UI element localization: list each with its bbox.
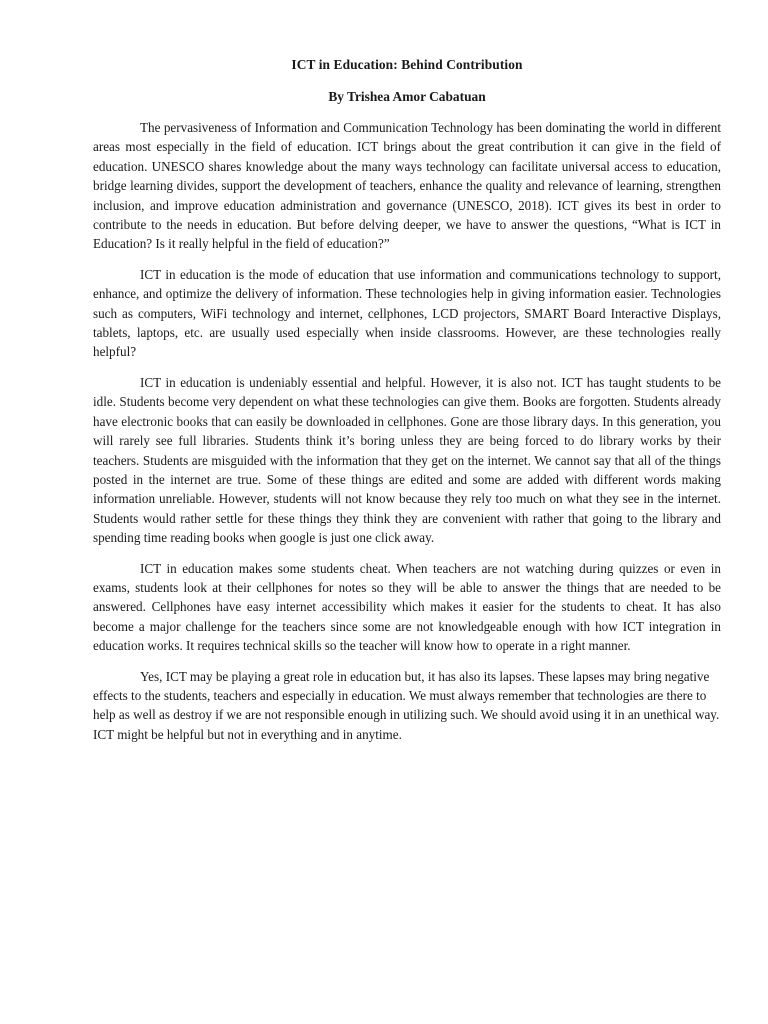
document-content [93, 56, 721, 755]
document-body [93, 118, 721, 744]
paragraph-2: ICT in education is the mode of education that use information and communications technology to support, enhance, and optimize the delivery of information. These technologies help in giving information easier. Technologies such as computers, WiFi technology and internet, cellphones, LCD projectors, SMART Board Interactive Displays, tablets, laptops, etc. are usually used especially when inside classrooms. However, are these technologies really helpful? [93, 266, 721, 360]
document-title: ICT in Education: Behind Contribution [291, 57, 523, 72]
paragraph-1: The pervasiveness of Information and Communication Technology has been dominating the world in different areas most especially in the field of education. ICT brings about the great contribution it can give in the field of education. UNESCO shares knowledge about the many ways technology can facilitate universal access to education, bridge learning divides, support the development of teachers, enhance the quality and relevance of learning, strengthen inclusion, and improve education administration and governance (UNESCO, 2018). ICT gives its best in order to contribute to the needs in education. But before delving deeper, we have to answer the questions, “What is ICT in Education? Is it really helpful in the field of education?” [93, 120, 721, 252]
paragraph-4: ICT in education makes some students cheat. When teachers are not watching during quizzes or even in exams, students look at their cellphones for notes so they will be able to answer the things that are needed to be answered. Cellphones have easy internet accessibility which makes it easier for the students to cheat. It has also become a major challenge for the teachers since some are not knowledgeable enough with how ICT integration in education works. It requires technical skills so the teacher will know how to operate in a right manner. [93, 560, 721, 654]
document-author: By Trishea Amor Cabatuan [328, 89, 486, 104]
paragraph-5: Yes, ICT may be playing a great role in education but, it has also its lapses. These lapses may bring negative effects to the students, teachers and especially in education. We must always remember that technologies are there to help as well as destroy if we are not responsible enough in utilizing such. We should avoid using it in an unethical way. ICT might be helpful but not in everything and in anytime. [93, 668, 720, 742]
paragraph-3: ICT in education is undeniably essential and helpful. However, it is also not. ICT has taught students to be idle. Students become very dependent on what these technologies can give them. Books are forgotten. Students already have electronic books that can easily be downloaded in cellphones. Gone are those library days. In this generation, you will rarely see full libraries. Students think it’s boring unless they are being forced to do library works by their teachers. Students are misguided with the information that they get on the internet. We cannot say that all of the things posted in the internet are true. Some of these things are edited and some are added with different words making information unreliable. However, students will not know because they rely too much on what they see in the internet. Students would rather settle for these things they think they are convenient with rather that going to the library and spending time reading books when google is just one click away. [93, 374, 721, 546]
